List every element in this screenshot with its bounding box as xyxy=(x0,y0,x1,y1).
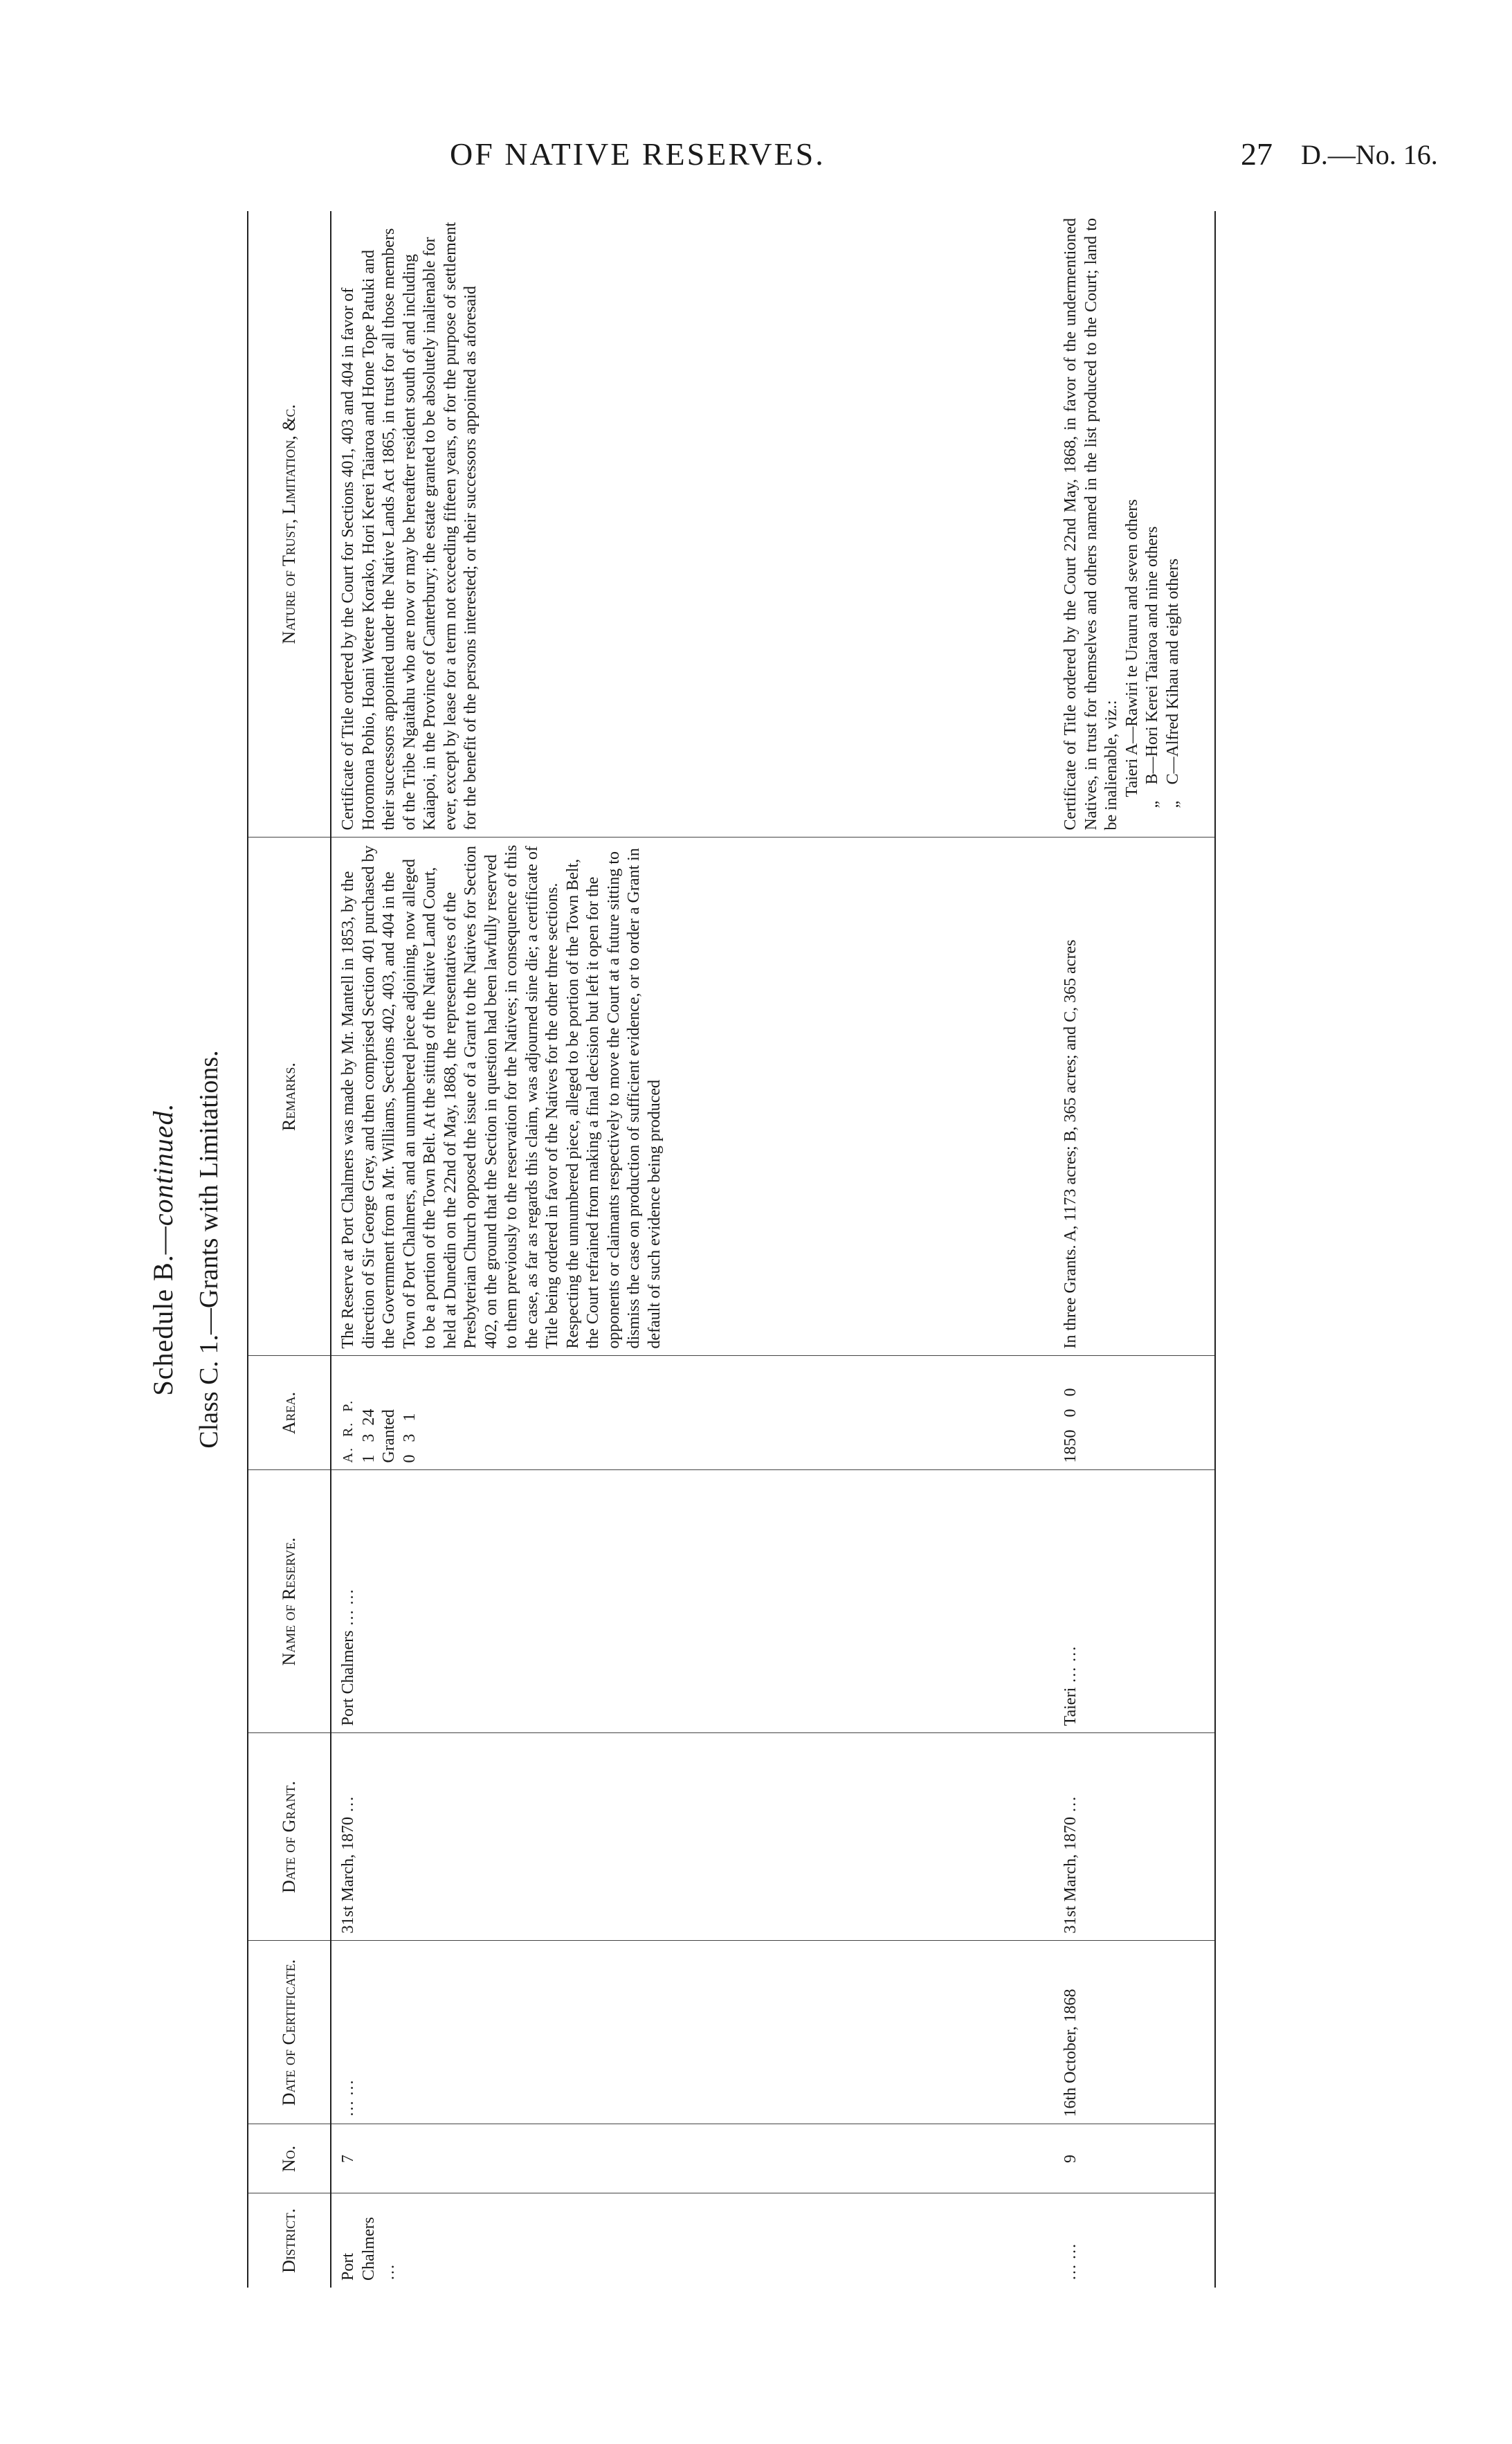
table-row xyxy=(331,211,1054,2288)
cell-name-of-reserve: Taieri … … xyxy=(1054,1470,1215,1733)
schedule-title-continued: continued. xyxy=(147,1103,179,1226)
cell-date-of-certificate: … … xyxy=(331,1941,1054,2124)
cell-district: … … xyxy=(1054,2193,1215,2288)
table-row xyxy=(1054,211,1215,2288)
page-title: OF NATIVE RESERVES. xyxy=(450,136,826,172)
ditto-mark: „ xyxy=(1143,800,1161,808)
col-header-name-of-reserve: Name of Reserve. xyxy=(248,1470,331,1733)
area-granted-label: Granted xyxy=(380,1409,398,1463)
table-header-row xyxy=(248,211,331,2288)
cell-remarks: The Reserve at Port Chalmers was made by Mr. Mantell in 1853, by the direction of Sir George Grey, and then comprised Section 401 purchased by the Government from a Mr. Williams, Sections 402, 403, and 404 in the Town of Port Chalmers, and an unnumbered piece adjoining, now alleged to be a portion of the Town Belt. At the sitting of the Native Land Court, held at Dunedin on the 22nd of May, 1868, the representatives of the Presbyterian Church opposed the issue of a Grant to the Natives for Section 402, on the ground that the Section in question had been lawfully reserved to them previously to the reservation for the Natives; in consequence of this the case, as far as regards this claim, was adjourned sine die; a certificate of Title being ordered in favor of the Natives for the other three sections. Respecting the unnumbered piece, alleged to be portion of the Town Belt, the Court refrained from making a final decision but left it open for the opponents or claimants respectively to move the Court at a future sitting to dismiss the case on production of sufficient evidence, or to order a Grant in default of such evidence being produced xyxy=(331,838,1054,1356)
trust-subline xyxy=(1163,218,1184,831)
cell-date-of-grant: 31st March, 1870 … xyxy=(331,1733,1054,1941)
area-value: 1850 0 0 xyxy=(1062,1388,1080,1463)
page-number: 27 xyxy=(1241,136,1273,172)
cell-date-of-grant: 31st March, 1870 … xyxy=(1054,1733,1215,1941)
cell-no: 9 xyxy=(1054,2124,1215,2193)
document-reference: D.—No. 16. xyxy=(1301,139,1438,170)
trust-text: Certificate of Title ordered by the Court 22nd May, 1868, in favor of the undermentioned Natives, in trust for themselves and others named in the list produced to the Court; land to be inalienable, viz.: xyxy=(1062,218,1120,831)
cell-area xyxy=(331,1356,1054,1470)
cell-no: 7 xyxy=(331,2124,1054,2193)
reserves-table xyxy=(247,211,1216,2288)
running-head xyxy=(0,136,1512,184)
area-granted-value: 0 3 1 xyxy=(400,1413,419,1463)
class-title: Class C. 1.—Grants with Limitations. xyxy=(194,1050,224,1449)
schedule-title-main: Schedule B.— xyxy=(147,1226,179,1396)
col-header-remarks: Remarks. xyxy=(248,838,331,1356)
col-header-area: Area. xyxy=(248,1356,331,1470)
col-header-nature-of-trust: Nature of Trust, Limitation, &c. xyxy=(248,211,331,838)
col-header-district: District. xyxy=(248,2193,331,2288)
trust-subline xyxy=(1142,218,1163,831)
trust-subline: Taieri A—Rawiri te Urauru and seven others xyxy=(1122,499,1141,797)
cell-nature-of-trust: Certificate of Title ordered by the Court for Sections 401, 403 and 404 in favor of Horomona Pohio, Hoani Wetere Korako, Hori Kerei Taiaroa and Hone Tope Patuki and their successors appointed under the Native Lands Act 1865, in trust for all those members of the Tribe Ngaitahu who are now or may be hereafter resident south of and including Kaiapoi, in the Province of Canterbury; the estate granted to be absolutely inalienable for ever, except by lease for a term not exceeding fifteen years, or for the purpose of settlement for the benefit of the persons interested; or their successors appointed as aforesaid xyxy=(339,221,480,831)
cell-date-of-certificate: 16th October, 1868 xyxy=(1054,1941,1215,2124)
trust-subline-text: C—Alfred Kihau and eight others xyxy=(1163,558,1182,785)
schedule-title xyxy=(147,211,181,2288)
cell-nature-of-trust xyxy=(1054,211,1215,838)
col-header-date-of-certificate: Date of Certificate. xyxy=(248,1941,331,2124)
trust-subline-text: B—Hori Kerei Taiaroa and nine others xyxy=(1143,526,1161,785)
col-header-no: No. xyxy=(248,2124,331,2193)
cell-district: Port Chalmers … xyxy=(331,2193,1054,2288)
rotated-schedule-block xyxy=(147,211,1219,2288)
cell-remarks: In three Grants. A, 1173 acres; B, 365 acres; and C, 365 acres xyxy=(1054,838,1215,1356)
ditto-mark: „ xyxy=(1163,800,1182,808)
area-value: 1 3 24 xyxy=(359,1409,378,1463)
area-units: A. R. P. xyxy=(340,1399,356,1463)
cell-area xyxy=(1054,1356,1215,1470)
cell-name-of-reserve: Port Chalmers … … xyxy=(331,1470,1054,1733)
col-header-date-of-grant: Date of Grant. xyxy=(248,1733,331,1941)
